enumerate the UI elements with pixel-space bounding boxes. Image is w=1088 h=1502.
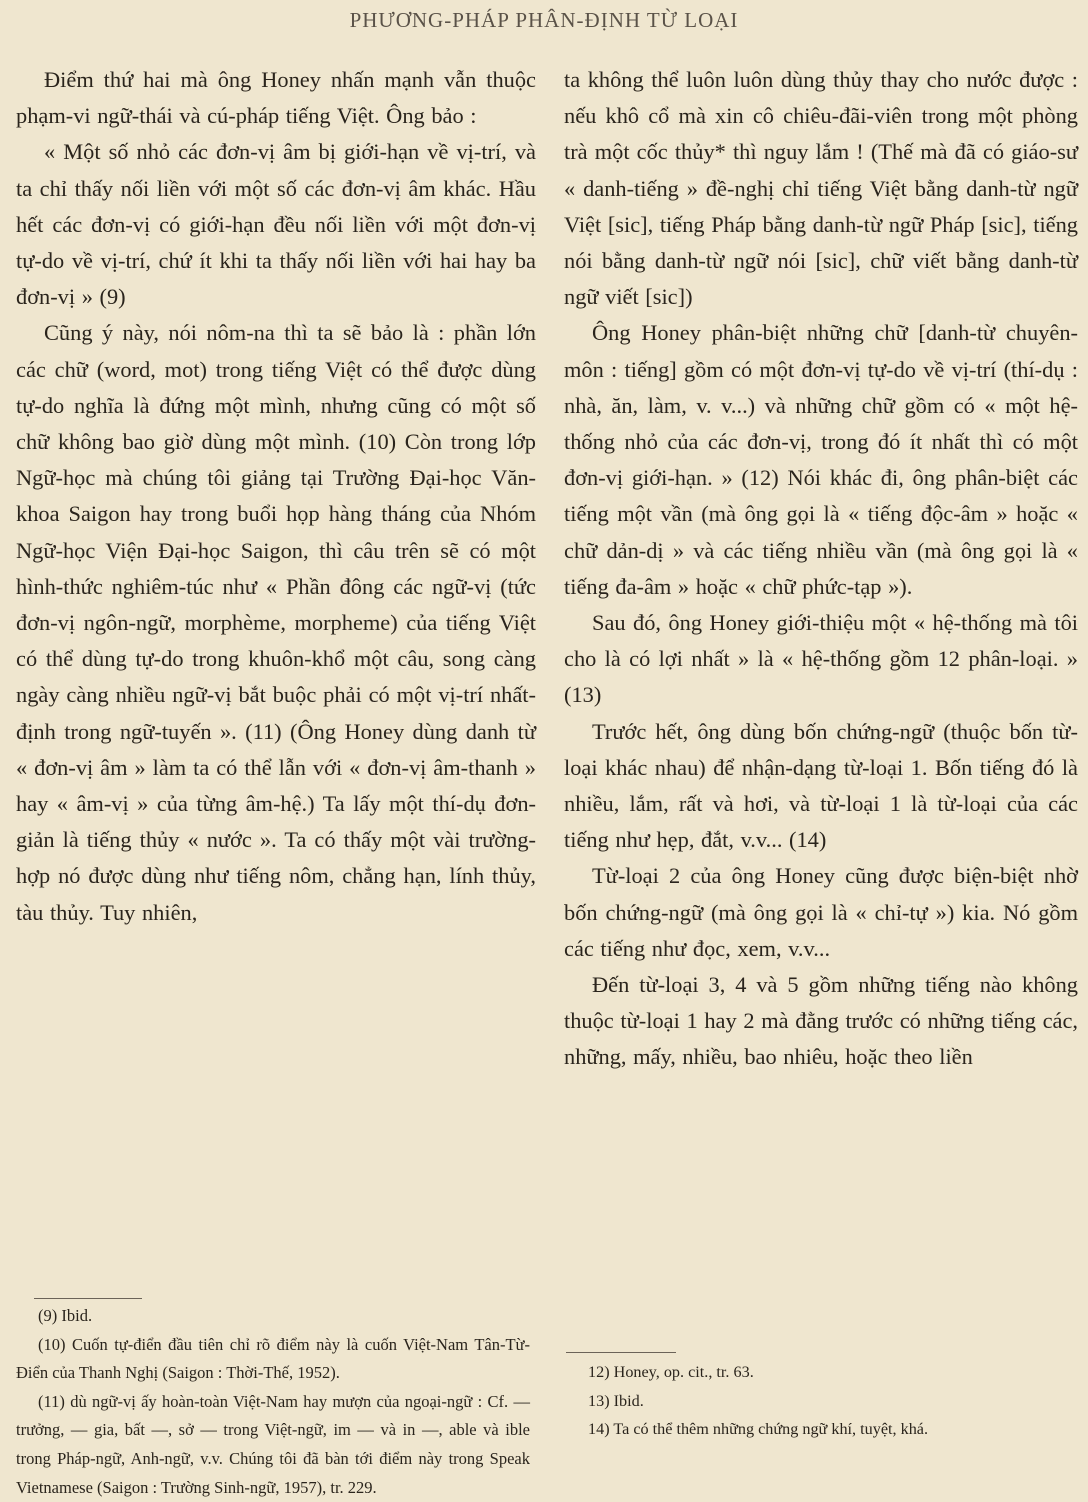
- left-paragraph-2: « Một số nhỏ các đơn-vị âm bị giới-hạn về vị-trí, và ta chỉ thấy nối liền với một số các đơn-vị âm khác. Hầu hết các đơn-vị có giới-hạn đều nối liền với một đơn-vị tự-do về vị-trí, chứ ít khi ta thấy nối liền với hai hay ba đơn-vị » (9): [16, 139, 536, 310]
- right-paragraph-1: ta không thể luôn luôn dùng thủy thay cho nước được : nếu khô cổ mà xin cô chiêu-đãi-viên trong một phòng trà một cốc thủy* thì nguy lắm ! (Thế mà đã có giáo-sư « danh-tiếng » đề-nghị chỉ tiếng Việt bằng danh-từ ngữ Việt [sic], tiếng Pháp bằng danh-từ ngữ Pháp [sic], tiếng nói bằng danh-từ ngữ nói [sic], chữ viết bằng danh-từ ngữ viết [sic]): [564, 67, 1078, 310]
- right-column: [564, 62, 1078, 1076]
- left-paragraph-1: Điểm thứ hai mà ông Honey nhấn mạnh vẫn thuộc phạm-vi ngữ-thái và cú-pháp tiếng Việt. Ông bảo :: [16, 67, 536, 129]
- left-column: [16, 62, 536, 931]
- footnote-13: 13) Ibid.: [588, 1391, 644, 1410]
- right-paragraph-4: Trước hết, ông dùng bốn chứng-ngữ (thuộc bốn từ-loại khác nhau) để nhận-dạng từ-loại 1. Bốn tiếng đó là nhiều, lắm, rất và hơi, và từ-loại 1 là từ-loại của các tiếng như hẹp, đắt, v.v... (14): [564, 718, 1078, 853]
- right-footnotes: [566, 1358, 1078, 1444]
- running-header: PHƯƠNG-PHÁP PHÂN-ĐỊNH TỪ LOẠI: [349, 8, 739, 32]
- right-paragraph-5: Từ-loại 2 của ông Honey cũng được biện-biệt nhờ bốn chứng-ngữ (mà ông gọi là « chỉ-tự ») kia. Nó gồm các tiếng như đọc, xem, v.v...: [564, 863, 1078, 961]
- left-footnote-rule: [34, 1298, 142, 1299]
- footnote-14: 14) Ta có thể thêm những chứng ngữ khí, tuyệt, khá.: [588, 1420, 929, 1439]
- footnote-11: (11) dù ngữ-vị ấy hoàn-toàn Việt-Nam hay mượn của ngoại-ngữ : Cf. — trưởng, — gia, bất —, sở — trong Việt-ngữ, im — và in —, able và ible trong Pháp-ngữ, Anh-ngữ, v.v. Chúng tôi đã bàn tới điểm này trong Speak Vietnamese (Saigon : Trường Sinh-ngữ, 1957), tr. 229.: [16, 1391, 530, 1497]
- footnote-12: 12) Honey, op. cit., tr. 63.: [588, 1363, 754, 1381]
- footnote-10: (10) Cuốn tự-điển đầu tiên chỉ rõ điểm này là cuốn Việt-Nam Tân-Từ-Điển của Thanh Nghị (Saigon : Thời-Thế, 1952).: [16, 1334, 530, 1383]
- right-paragraph-6: Đến từ-loại 3, 4 và 5 gồm những tiếng nào không thuộc từ-loại 1 hay 2 mà đằng trước có những tiếng các, những, mấy, nhiều, bao nhiêu, hoặc theo liền: [564, 972, 1078, 1070]
- left-paragraph-3: Cũng ý này, nói nôm-na thì ta sẽ bảo là : phần lớn các chữ (word, mot) trong tiếng Việt có thể được dùng tự-do nghĩa là đứng một mình, nhưng cũng có một số chữ không bao giờ dùng một mình. (10) Còn trong lớp Ngữ-học mà chúng tôi giảng tại Trường Đại-học Văn-khoa Saigon hay trong buổi họp hàng tháng của Nhóm Ngữ-học Viện Đại-học Saigon, thì câu trên sẽ có một hình-thức nghiêm-túc như « Phần đông các ngữ-vị (tức đơn-vị ngôn-ngữ, morphème, morpheme) của tiếng Việt có thể dùng tự-do trong khuôn-khổ một câu, song càng ngày càng nhiều ngữ-vị bắt buộc phải có một vị-trí nhất-định trong ngữ-tuyến ». (11) (Ông Honey dùng danh từ « đơn-vị âm » làm ta có thể lẫn với « đơn-vị âm-thanh » hay « âm-vị » của từng âm-hệ.) Ta lấy một thí-dụ đơn-giản là tiếng thủy « nước ». Ta có thấy một vài trường-hợp nó được dùng như tiếng nôm, chẳng hạn, lính thủy, tàu thủy. Tuy nhiên,: [16, 320, 536, 925]
- left-footnotes: [16, 1302, 530, 1502]
- right-paragraph-3: Sau đó, ông Honey giới-thiệu một « hệ-thống mà tôi cho là có lợi nhất » là « hệ-thống gồm 12 phân-loại. » (13): [564, 610, 1078, 708]
- right-paragraph-2: Ông Honey phân-biệt những chữ [danh-từ chuyên-môn : tiếng] gồm có một đơn-vị tự-do về vị-trí (thí-dụ : nhà, ăn, làm, v. v...) và những chữ gồm có « một hệ-thống nhỏ của các đơn-vị, trong đó ít nhất thì có một đơn-vị giới-hạn. » (12) Nói khác đi, ông phân-biệt các tiếng một vần (mà ông gọi là « tiếng độc-âm » hoặc « chữ dản-dị » và các tiếng nhiều vần (mà ông gọi là « tiếng đa-âm » hoặc « chữ phức-tạp »).: [564, 320, 1078, 599]
- footnote-9: (9) Ibid.: [38, 1306, 93, 1325]
- right-footnote-rule: [566, 1352, 676, 1353]
